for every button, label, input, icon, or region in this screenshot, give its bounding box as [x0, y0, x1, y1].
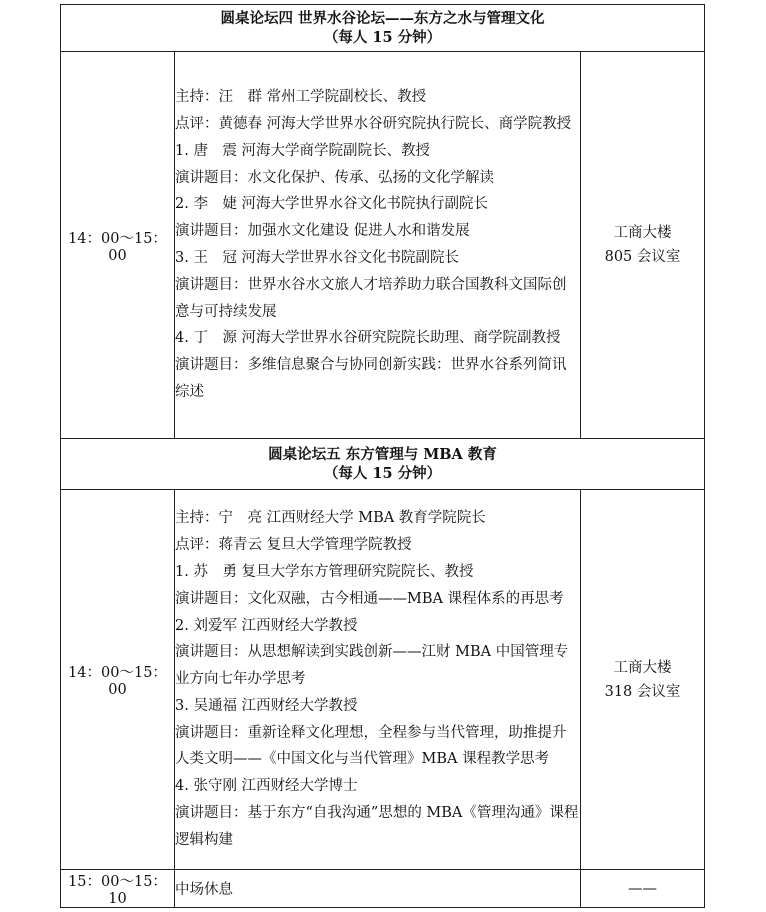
- session-time: 14：00～15：00: [61, 52, 175, 439]
- speaker-line: 3. 王 冠 河海大学世界水谷文化书院副院长: [175, 250, 460, 266]
- talk-title-line: 演讲题目：重新诠释文化理想，全程参与当代管理，助推提升人类文明——《中国文化与当代管理》MBA 课程教学思考: [175, 724, 567, 768]
- schedule-table: [60, 4, 705, 908]
- session-content: [175, 52, 581, 439]
- speaker-line: 1. 苏 勇 复旦大学东方管理研究院院长、教授: [175, 563, 474, 580]
- talk-title-line: 演讲题目：文化双融，古今相通——MBA 课程体系的再思考: [175, 590, 564, 607]
- session-venue: [581, 490, 705, 870]
- session-header: [61, 439, 705, 490]
- talk-title-line: 演讲题目：基于东方“自我沟通”思想的 MBA《管理沟通》课程逻辑构建: [175, 805, 579, 848]
- reviewer-line: 点评：蒋青云 复旦大学管理学院教授: [175, 537, 412, 554]
- session-content: [175, 490, 581, 870]
- break-venue: ——: [581, 870, 705, 908]
- venue-room: 318 会议室: [604, 683, 681, 700]
- session-subtitle: （每人 15 分钟）: [323, 29, 442, 46]
- speaker-line: 4. 张守刚 江西财经大学博士: [175, 778, 358, 795]
- session-title: 圆桌论坛四 世界水谷论坛——东方之水与管理文化: [220, 10, 545, 27]
- host-line: 主持：宁 亮 江西财经大学 MBA 教育学院院长: [175, 510, 486, 527]
- speaker-line: 4. 丁 源 河海大学世界水谷研究院院长助理、商学院副教授: [175, 330, 561, 347]
- session-subtitle: （每人 15 分钟）: [323, 465, 442, 482]
- reviewer-line: 点评：黄德春 河海大学世界水谷研究院执行院长、商学院教授: [175, 116, 572, 133]
- talk-title-line: 演讲题目：加强水文化建设 促进人水和谐发展: [175, 223, 470, 240]
- session-row: [61, 490, 705, 870]
- session-venue: [581, 52, 705, 439]
- venue-building: 工商大楼: [613, 225, 672, 241]
- session-header-row: [61, 439, 705, 490]
- session-row: [61, 52, 705, 439]
- session-header: [61, 5, 705, 52]
- session-time: 14：00～15：00: [61, 490, 175, 870]
- session-title: 圆桌论坛五 东方管理与 MBA 教育: [268, 446, 497, 463]
- talk-title-line: 演讲题目：多维信息聚合与协同创新实践：世界水谷系列简讯综述: [175, 357, 567, 400]
- speaker-line: 2. 李 婕 河海大学世界水谷文化书院执行副院长: [175, 196, 489, 213]
- speaker-line: 2. 刘爱军 江西财经大学教授: [175, 617, 358, 634]
- speaker-line: 1. 唐 震 河海大学商学院副院长、教授: [175, 142, 431, 159]
- break-label: 中场休息: [175, 870, 581, 908]
- venue-room: 805 会议室: [604, 249, 681, 265]
- break-row: [61, 870, 705, 908]
- session-header-row: [61, 5, 705, 52]
- break-time: 15：00～15：10: [61, 870, 175, 908]
- speaker-line: 3. 吴通福 江西财经大学教授: [175, 697, 358, 714]
- venue-building: 工商大楼: [613, 659, 672, 676]
- talk-title-line: 演讲题目：从思想解读到实践创新——江财 MBA 中国管理专业方向七年办学思考: [175, 644, 569, 688]
- talk-title-line: 演讲题目：水文化保护、传承、弘扬的文化学解读: [175, 169, 494, 186]
- host-line: 主持：汪 群 常州工学院副校长、教授: [175, 89, 427, 106]
- talk-title-line: 演讲题目：世界水谷水文旅人才培养助力联合国教科文国际创意与可持续发展: [175, 276, 567, 320]
